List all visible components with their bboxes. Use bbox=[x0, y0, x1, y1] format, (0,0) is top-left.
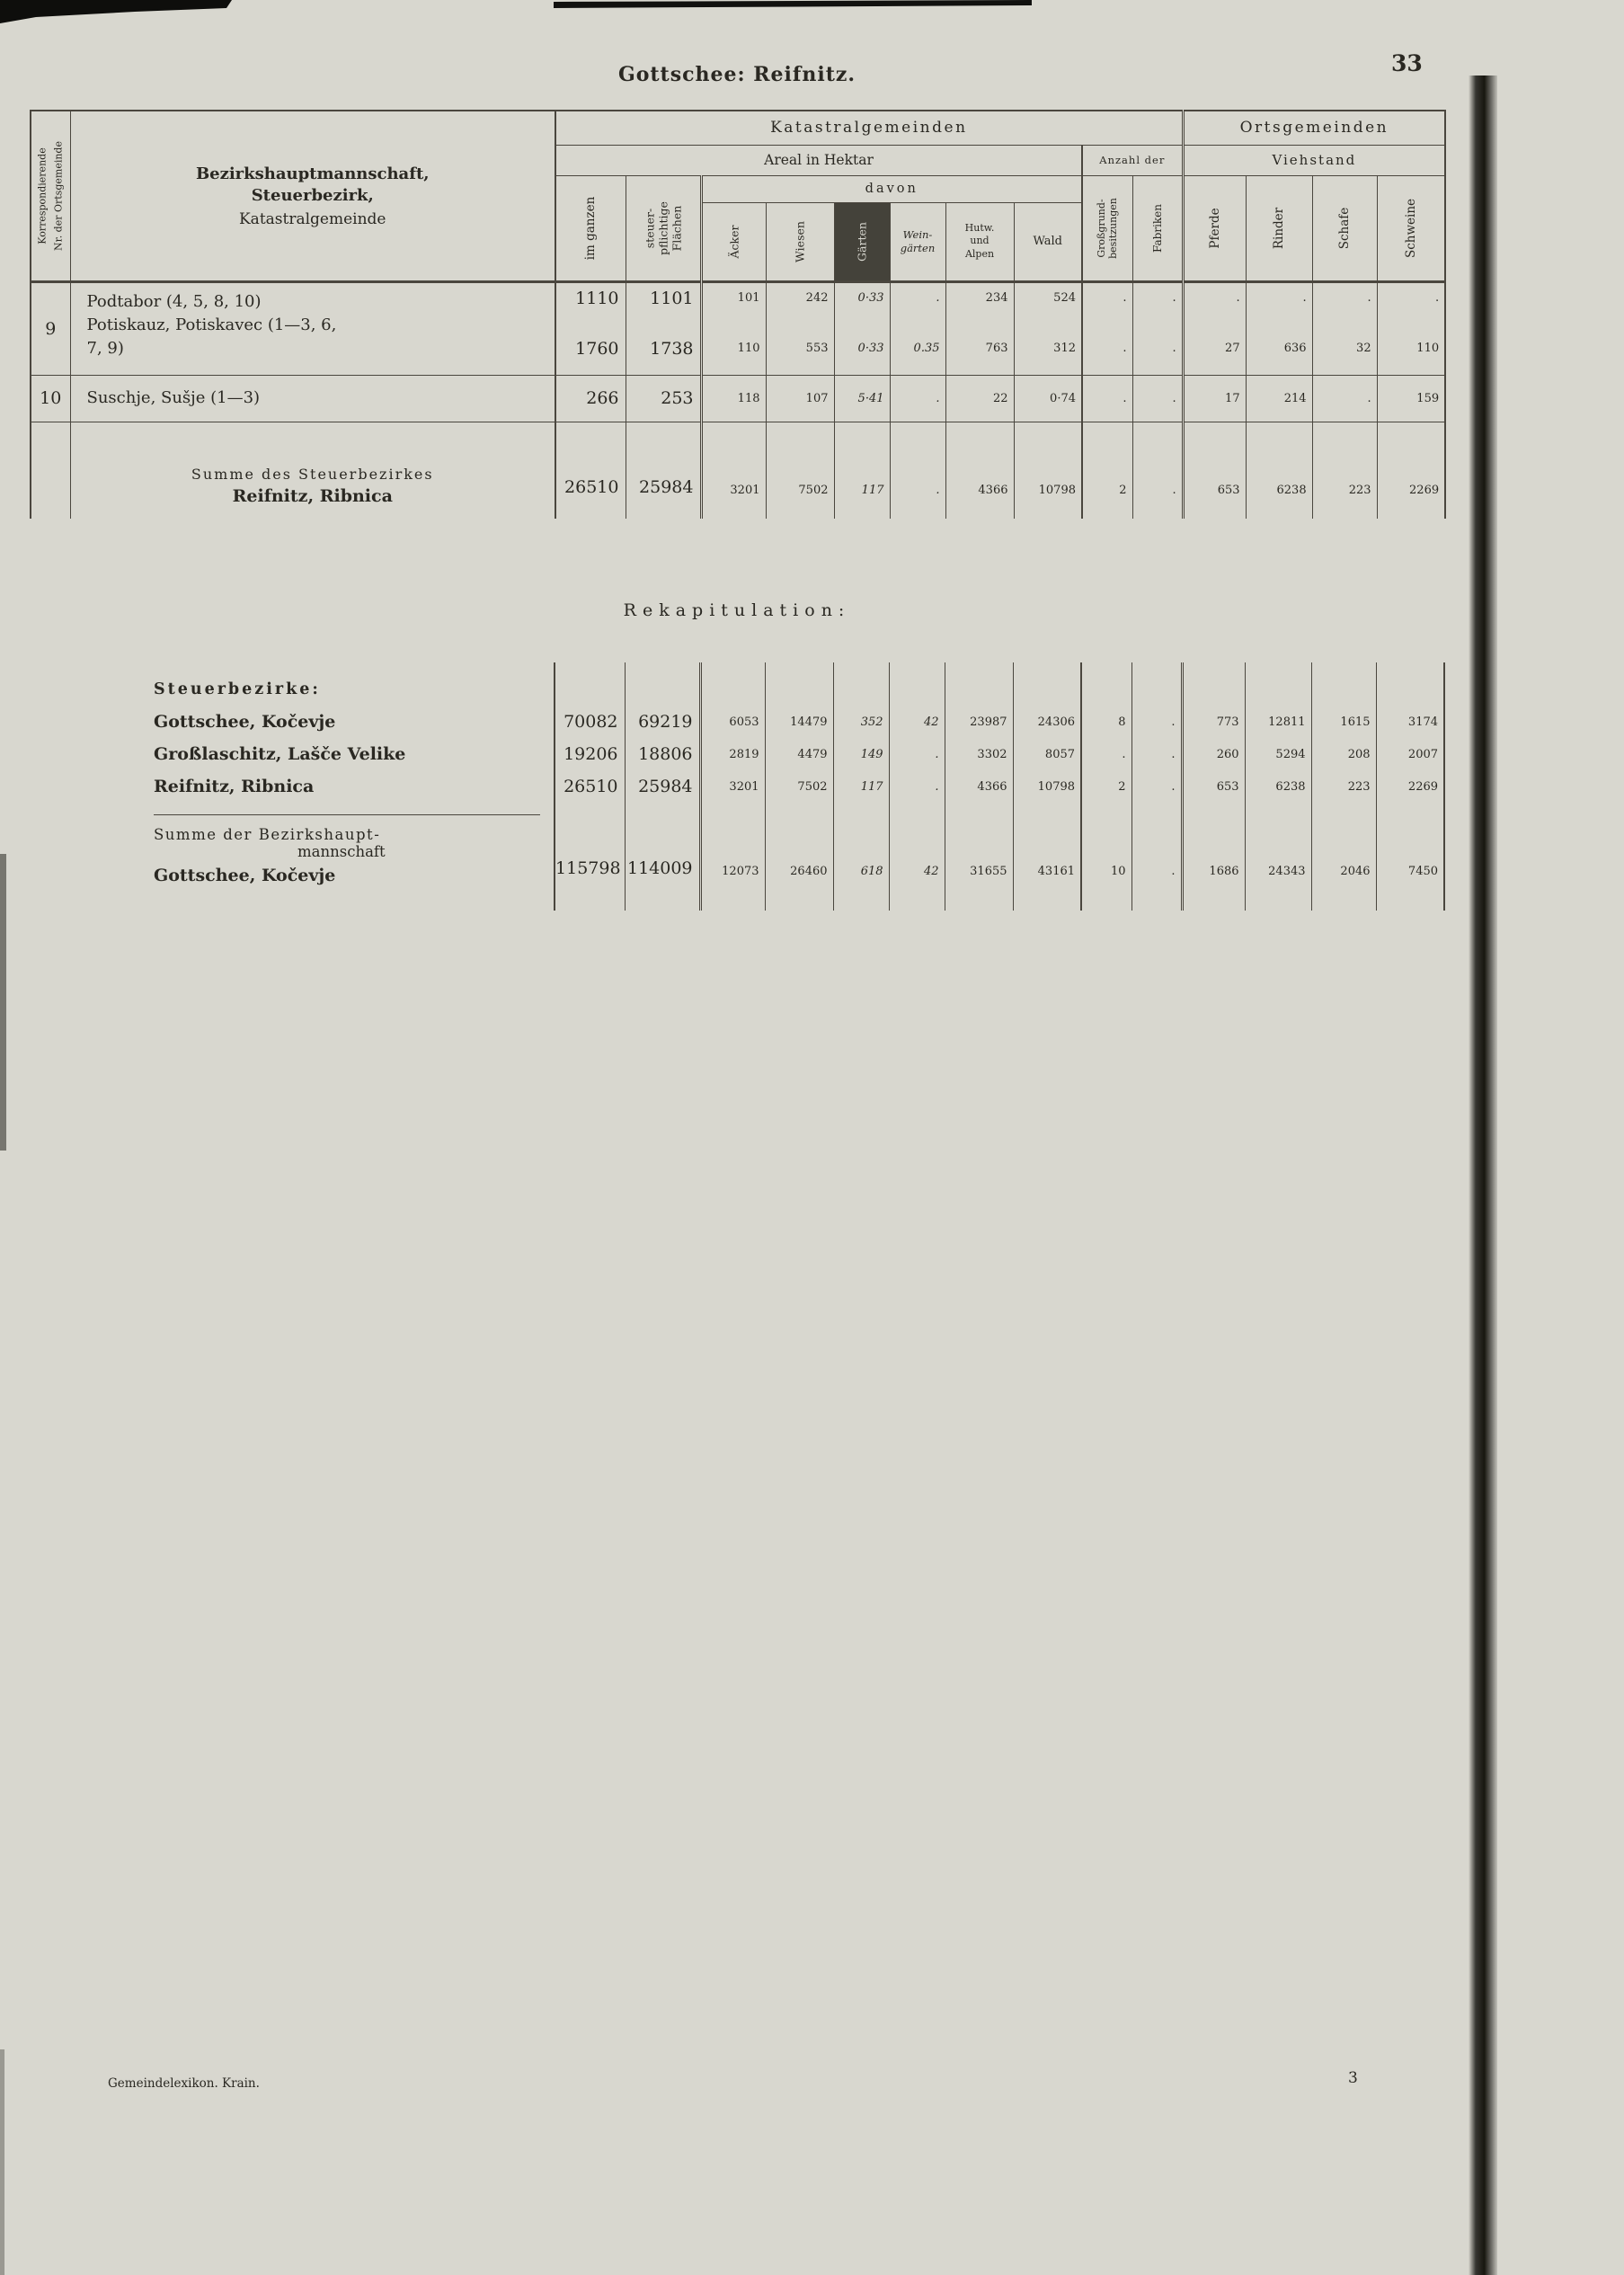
cell-aecker: 6053 bbox=[700, 706, 765, 738]
cell-im-ganzen: 26510 bbox=[555, 422, 626, 519]
rekap-row-gottschee bbox=[30, 706, 1444, 738]
column-header-rinder bbox=[1246, 175, 1312, 281]
rekap-section-row bbox=[30, 662, 1444, 706]
cell-grossgrundbesitzungen: 2 bbox=[1081, 770, 1131, 803]
rotated-label: Äcker bbox=[727, 225, 741, 258]
rotated-label: Rinder bbox=[1272, 207, 1286, 249]
cell-fabriken: . bbox=[1131, 738, 1182, 770]
cell-wiesen: 14479 bbox=[765, 706, 833, 738]
cell-grossgrundbesitzungen: 10 bbox=[1081, 803, 1131, 911]
cell-hutweiden-und-alpen: 22 bbox=[945, 375, 1014, 422]
cell-fabriken: . bbox=[1132, 422, 1183, 519]
cell-im-ganzen: 19206 bbox=[555, 738, 625, 770]
rotated-label: Pferde bbox=[1207, 207, 1222, 249]
cell-im-ganzen: 115798 bbox=[555, 803, 625, 911]
header-areal-in-hektar: Areal in Hektar bbox=[555, 145, 1082, 175]
column-header-gaerten bbox=[834, 202, 890, 281]
header-row-groups bbox=[31, 111, 1445, 145]
column-header-im-ganzen bbox=[555, 175, 626, 281]
cell-schweine: 7450 bbox=[1376, 803, 1444, 911]
cell-aecker: 3201 bbox=[701, 422, 766, 519]
cell-rinder: 12811 bbox=[1245, 706, 1311, 738]
cell-steuerpflichtige-flaechen bbox=[625, 662, 700, 706]
cell-schafe: 1615 bbox=[1311, 706, 1376, 738]
cell-wald: 524 312 bbox=[1014, 281, 1082, 375]
cell-fabriken: . bbox=[1132, 375, 1183, 422]
column-header-weingaerten bbox=[890, 202, 945, 281]
column-header-pferde bbox=[1183, 175, 1246, 281]
cell-empty bbox=[31, 422, 70, 519]
table-row-podtabor-potiskauz bbox=[31, 281, 1445, 375]
header-line: Hutw. bbox=[964, 222, 995, 235]
cell-wiesen: 4479 bbox=[765, 738, 833, 770]
rotated-label: Gärten bbox=[855, 221, 869, 262]
cell-schweine: 159 bbox=[1377, 375, 1445, 422]
rekap-row-grosslaschitz bbox=[30, 738, 1444, 770]
rotated-label: Flächen bbox=[670, 205, 683, 251]
name-line: Podtabor (4, 5, 8, 10) bbox=[86, 291, 262, 311]
cell-schweine: 3174 bbox=[1376, 706, 1444, 738]
header-line: und bbox=[970, 235, 989, 247]
cell-gaerten: 117 bbox=[833, 770, 889, 803]
cell-rinder: 24343 bbox=[1245, 803, 1311, 911]
cell-gaerten bbox=[833, 662, 889, 706]
footer-text: Gemeindelexikon. Krain. bbox=[108, 2076, 260, 2091]
cell-wald: 0·74 bbox=[1014, 375, 1082, 422]
header-line: gärten bbox=[900, 241, 936, 254]
cell-schafe: 2046 bbox=[1311, 803, 1376, 911]
cell-wiesen: 107 bbox=[766, 375, 834, 422]
cell-schweine: 2269 bbox=[1377, 422, 1445, 519]
cell-im-ganzen bbox=[555, 662, 625, 706]
cell-hutweiden-und-alpen: 31655 bbox=[945, 803, 1013, 911]
summe-label-line: mannschaft bbox=[297, 843, 386, 860]
cell-weingaerten: . bbox=[889, 738, 945, 770]
cell-hutweiden-und-alpen bbox=[945, 662, 1013, 706]
cell-fabriken: . bbox=[1131, 770, 1182, 803]
name-line: Suschje, Sušje (1—3) bbox=[86, 388, 261, 407]
cell-ortsgemeinde-nr: 9 bbox=[31, 281, 70, 375]
cell-rinder: 5294 bbox=[1245, 738, 1311, 770]
rotated-label: Fabriken bbox=[1150, 203, 1164, 253]
cell-rinder: . 636 bbox=[1246, 281, 1312, 375]
table-row-suschje bbox=[31, 375, 1445, 422]
rekap-row-label: Gottschee, Kočevje bbox=[154, 712, 336, 732]
name-line: Potiskauz, Potiskavec (1—3, 6, bbox=[86, 315, 337, 334]
cell-hutweiden-und-alpen: 234 763 bbox=[945, 281, 1014, 375]
cell-wiesen: 7502 bbox=[766, 422, 834, 519]
cell-gaerten: 149 bbox=[833, 738, 889, 770]
steuerbezirke-label: Steuerbezirke: bbox=[154, 680, 321, 698]
column-header-wiesen bbox=[766, 202, 834, 281]
cell-fabriken: . bbox=[1131, 803, 1182, 911]
cell-schweine: 2007 bbox=[1376, 738, 1444, 770]
summe-label-line: Gottschee, Kočevje bbox=[154, 866, 336, 885]
cell-schweine: . 110 bbox=[1377, 281, 1445, 375]
group-header-ortsgemeinden: Ortsgemeinden bbox=[1183, 111, 1445, 145]
rotated-label: Korrespondierende bbox=[36, 147, 49, 244]
cell-weingaerten: . 0.35 bbox=[890, 281, 945, 375]
header-davon: davon bbox=[701, 175, 1082, 202]
header-viehstand: Viehstand bbox=[1183, 145, 1445, 175]
cell-grossgrundbesitzungen: . bbox=[1081, 738, 1131, 770]
page-title: Gottschee: Reifnitz. bbox=[617, 63, 856, 86]
cell-hutweiden-und-alpen: 4366 bbox=[945, 422, 1014, 519]
cell-gemeinde-name bbox=[70, 281, 555, 375]
cell-schafe bbox=[1311, 662, 1376, 706]
cell-wald: 10798 bbox=[1014, 422, 1082, 519]
footer-page-number: 3 bbox=[1348, 2069, 1358, 2087]
cell-wiesen: 26460 bbox=[765, 803, 833, 911]
scan-artifact-top-left bbox=[0, 0, 232, 23]
divider-line bbox=[154, 814, 540, 815]
cell-wiesen: 242 553 bbox=[766, 281, 834, 375]
cell-hutweiden-und-alpen: 4366 bbox=[945, 770, 1013, 803]
page-number: 33 bbox=[1391, 50, 1423, 76]
header-line: Steuerbezirk, bbox=[251, 186, 374, 206]
rotated-label: im ganzen bbox=[583, 196, 599, 260]
cell-wald: 10798 bbox=[1013, 770, 1081, 803]
cell-pferde: 1686 bbox=[1182, 803, 1245, 911]
cell-im-ganzen: 26510 bbox=[555, 770, 625, 803]
header-line: Bezirkshauptmannschaft, bbox=[195, 164, 430, 183]
cell-schafe: 223 bbox=[1312, 422, 1377, 519]
cell-steuerpflichtige-flaechen: 25984 bbox=[626, 422, 701, 519]
cell-steuerpflichtige-flaechen: 253 bbox=[626, 375, 701, 422]
scan-gutter-shadow bbox=[1469, 76, 1497, 2275]
header-line: Katastralgemeinde bbox=[238, 209, 386, 228]
cell-wald bbox=[1013, 662, 1081, 706]
header-line: Wein- bbox=[902, 227, 933, 241]
cell-schafe: . bbox=[1312, 375, 1377, 422]
cell-schafe: 223 bbox=[1311, 770, 1376, 803]
cell-wiesen: 7502 bbox=[765, 770, 833, 803]
rekapitulation-title: Rekapitulation: bbox=[623, 600, 851, 620]
rotated-label: pflichtige bbox=[656, 200, 670, 255]
rotated-label: Wiesen bbox=[793, 220, 807, 262]
cell-steuerpflichtige-flaechen: 1101 1738 bbox=[626, 281, 701, 375]
cell-weingaerten bbox=[889, 662, 945, 706]
cell-gaerten: 618 bbox=[833, 803, 889, 911]
cell-im-ganzen: 70082 bbox=[555, 706, 625, 738]
summe-label-line: Reifnitz, Ribnica bbox=[232, 486, 393, 506]
cell-rinder: 214 bbox=[1246, 375, 1312, 422]
rotated-label: Großgrund- bbox=[1096, 198, 1108, 258]
cell-gaerten: 0·33 0·33 bbox=[834, 281, 890, 375]
cell-aecker: 3201 bbox=[700, 770, 765, 803]
header-anzahl-der: Anzahl der bbox=[1082, 145, 1183, 175]
cell-hutweiden-und-alpen: 23987 bbox=[945, 706, 1013, 738]
rotated-label: Schafe bbox=[1337, 207, 1352, 249]
cell-weingaerten: . bbox=[890, 422, 945, 519]
cell-pferde: 653 bbox=[1183, 422, 1246, 519]
scan-artifact-left-edge-lower bbox=[0, 2049, 4, 2275]
cell-gaerten: 5·41 bbox=[834, 375, 890, 422]
cell-pferde bbox=[1182, 662, 1245, 706]
cell-schafe: 208 bbox=[1311, 738, 1376, 770]
cell-rinder bbox=[1245, 662, 1311, 706]
cell-ortsgemeinde-nr: 10 bbox=[31, 375, 70, 422]
cell-pferde: . 27 bbox=[1183, 281, 1246, 375]
rotated-label: steuer- bbox=[643, 208, 656, 248]
cell-fabriken: . . bbox=[1132, 281, 1183, 375]
cell-grossgrundbesitzungen: . . bbox=[1082, 281, 1132, 375]
cell-fabriken: . bbox=[1131, 706, 1182, 738]
column-header-korrespondierende-nr bbox=[31, 111, 70, 281]
rekapitulation-table bbox=[30, 662, 1445, 911]
cell-aecker: 118 bbox=[701, 375, 766, 422]
column-header-fabriken bbox=[1132, 175, 1183, 281]
rotated-label: Schweine bbox=[1403, 198, 1418, 258]
group-header-katastralgemeinden: Katastralgemeinden bbox=[555, 111, 1183, 145]
rekap-row-label: Reifnitz, Ribnica bbox=[154, 777, 315, 796]
column-header-schweine bbox=[1377, 175, 1445, 281]
column-header-steuerpflichtige-flaechen bbox=[626, 175, 701, 281]
cell-grossgrundbesitzungen: 8 bbox=[1081, 706, 1131, 738]
column-header-bezirkshauptmannschaft bbox=[70, 111, 555, 281]
cell-rinder: 6238 bbox=[1246, 422, 1312, 519]
cell-pferde: 773 bbox=[1182, 706, 1245, 738]
cell-fabriken bbox=[1131, 662, 1182, 706]
cell-weingaerten: . bbox=[890, 375, 945, 422]
cell-rinder: 6238 bbox=[1245, 770, 1311, 803]
cell-aecker: 12073 bbox=[700, 803, 765, 911]
cell-aecker: 101 110 bbox=[701, 281, 766, 375]
cell-wald: 8057 bbox=[1013, 738, 1081, 770]
cell-steuerpflichtige-flaechen: 18806 bbox=[625, 738, 700, 770]
rekap-summe-label-cell bbox=[30, 803, 555, 911]
cell-wald: 24306 bbox=[1013, 706, 1081, 738]
rotated-label: besitzungen bbox=[1107, 197, 1120, 259]
rotated-label: Nr. der Ortsgemeinde bbox=[52, 140, 65, 251]
summe-label-line: Summe des Steuerbezirkes bbox=[191, 466, 434, 483]
name-line: 7, 9) bbox=[86, 338, 124, 358]
cell-pferde: 653 bbox=[1182, 770, 1245, 803]
cell-im-ganzen: 1110 1760 bbox=[555, 281, 626, 375]
cell-wiesen bbox=[765, 662, 833, 706]
scan-artifact-top-bar bbox=[554, 0, 1032, 8]
cell-schafe: . 32 bbox=[1312, 281, 1377, 375]
summe-label-line: Summe der Bezirkshaupt- bbox=[154, 826, 381, 843]
statistics-table bbox=[30, 110, 1446, 519]
cell-gemeinde-name bbox=[70, 375, 555, 422]
rekap-row-reifnitz bbox=[30, 770, 1444, 803]
cell-gaerten: 117 bbox=[834, 422, 890, 519]
cell-grossgrundbesitzungen: . bbox=[1082, 375, 1132, 422]
cell-wald: 43161 bbox=[1013, 803, 1081, 911]
cell-grossgrundbesitzungen: 2 bbox=[1082, 422, 1132, 519]
rekap-row-label: Großlaschitz, Lašče Velike bbox=[154, 744, 406, 764]
cell-weingaerten: . bbox=[889, 770, 945, 803]
cell-im-ganzen: 266 bbox=[555, 375, 626, 422]
cell-gaerten: 352 bbox=[833, 706, 889, 738]
cell-weingaerten: 42 bbox=[889, 803, 945, 911]
cell-steuerpflichtige-flaechen: 25984 bbox=[625, 770, 700, 803]
cell-hutweiden-und-alpen: 3302 bbox=[945, 738, 1013, 770]
cell-grossgrundbesitzungen bbox=[1081, 662, 1131, 706]
cell-schweine: 2269 bbox=[1376, 770, 1444, 803]
cell-steuerpflichtige-flaechen: 69219 bbox=[625, 706, 700, 738]
column-header-wald: Wald bbox=[1014, 202, 1082, 281]
column-header-aecker bbox=[701, 202, 766, 281]
column-header-hutweiden-und-alpen bbox=[945, 202, 1014, 281]
column-header-schafe bbox=[1312, 175, 1377, 281]
cell-schweine bbox=[1376, 662, 1444, 706]
cell-weingaerten: 42 bbox=[889, 706, 945, 738]
header-line: Alpen bbox=[964, 247, 995, 260]
cell-pferde: 260 bbox=[1182, 738, 1245, 770]
cell-summe-label bbox=[70, 422, 555, 519]
column-header-grossgrundbesitzungen bbox=[1082, 175, 1132, 281]
scan-artifact-left-edge bbox=[0, 854, 6, 1151]
steuerbezirke-label-cell bbox=[30, 662, 555, 706]
rekap-summe-row bbox=[30, 803, 1444, 911]
cell-aecker: 2819 bbox=[700, 738, 765, 770]
cell-steuerpflichtige-flaechen: 114009 bbox=[625, 803, 700, 911]
cell-pferde: 17 bbox=[1183, 375, 1246, 422]
cell-aecker bbox=[700, 662, 765, 706]
table-row-summe-steuerbezirk bbox=[31, 422, 1445, 519]
